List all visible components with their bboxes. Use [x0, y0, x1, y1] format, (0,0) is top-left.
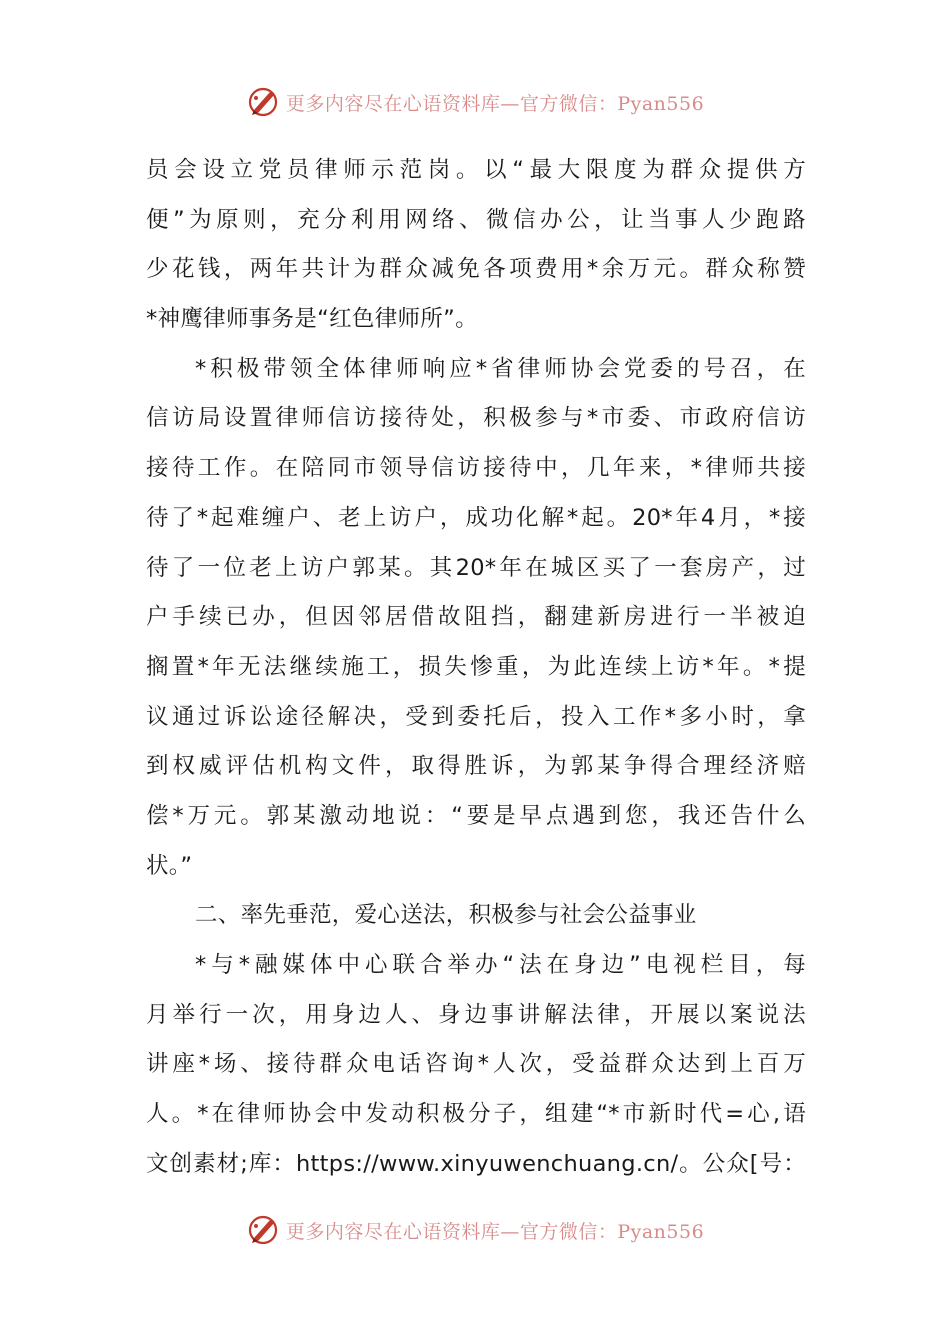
pen-circle-logo-icon	[246, 84, 282, 120]
text-line: 少花钱，两年共计为群众减免各项费用*余万元。群众称赞	[146, 256, 806, 283]
text-line: 员会设立党员律师示范岗。以“最大限度为群众提供方	[146, 157, 806, 183]
text-line: 搁置*年无法继续施工，损失惨重，为此连续上访*年。*提	[146, 653, 806, 680]
text-line: *与*融媒体中心联合举办“法在身边”电视栏目，每	[195, 952, 806, 978]
text-line: 文创素材;库：https://www.xinyuwenchuang.cn/。公众[号：	[146, 1150, 806, 1177]
text-line: *积极带领全体律师响应*省律师协会党委的号召，在	[195, 355, 806, 382]
text-line: 讲座*场、接待群众电话咨询*人次，受益群众达到上百万	[146, 1051, 806, 1078]
text-line: 月举行一次，用身边人、身边事讲解法律，开展以案说法	[146, 1001, 806, 1028]
text-line: 户手续已办，但因邻居借故阻挡，翻建新房进行一半被迫	[146, 604, 806, 631]
text-line: 议通过诉讼途径解决，受到委托后，投入工作*多小时，拿	[146, 703, 806, 730]
pen-circle-logo-icon	[246, 1212, 282, 1248]
text-line: 信访局设置律师信访接待处，积极参与*市委、市政府信访	[146, 405, 806, 432]
watermark-text: 更多内容尽在心语资料库—官方微信：Pyan556	[285, 92, 705, 115]
text-line: 偿*万元。郭某激动地说：“要是早点遇到您，我还告什么	[146, 802, 806, 829]
text-line: 到权威评估机构文件，取得胜诉，为郭某争得合理经济赔	[146, 753, 806, 780]
footer-watermark	[0, 1210, 950, 1250]
text-line: 接待工作。在陪同市领导信访接待中，几年来，*律师共接	[146, 455, 806, 482]
text-line: *神鹰律师事务是“红色律师所”。	[146, 306, 478, 333]
text-line: 待了*起难缠户、老上访户，成功化解*起。20*年4月，*接	[146, 504, 806, 531]
header-watermark	[0, 82, 950, 122]
text-line: 二、率先垂范，爱心送法，积极参与社会公益事业	[195, 902, 697, 929]
text-line: 状。”	[146, 852, 193, 879]
text-line: 便”为原则，充分利用网络、微信办公，让当事人少跑路	[146, 206, 806, 233]
watermark-text: 更多内容尽在心语资料库—官方微信：Pyan556	[285, 1220, 705, 1243]
text-line: 待了一位老上访户郭某。其20*年在城区买了一套房产，过	[146, 554, 806, 581]
text-line: 人。*在律师协会中发动积极分子，组建“*市新时代=心,语	[146, 1101, 806, 1128]
document-body	[146, 146, 806, 1189]
